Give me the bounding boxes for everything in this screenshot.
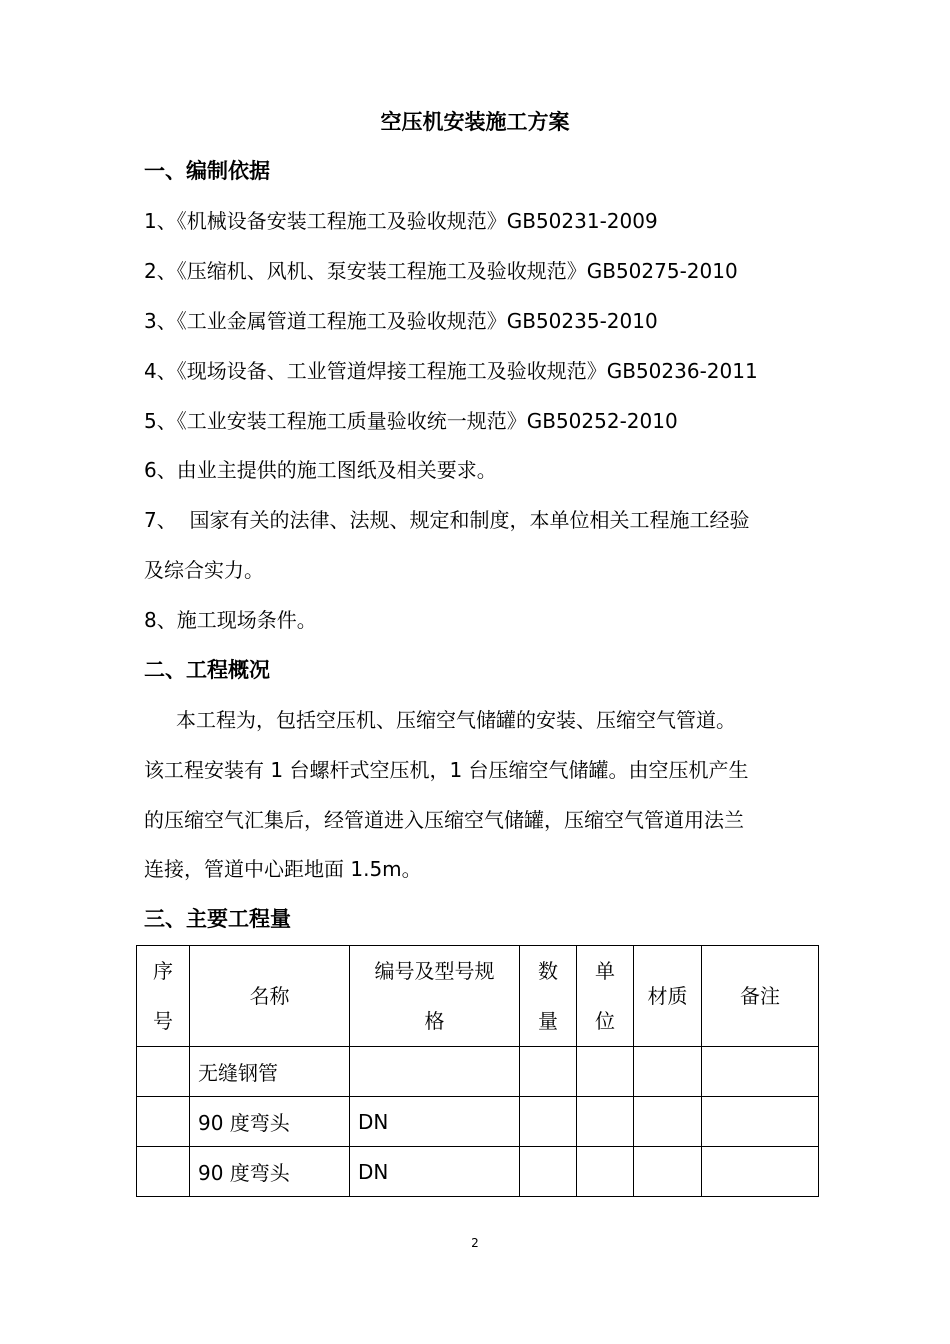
basis-item: 5、《工业安装工程施工质量验收统一规范》GB50252-2010: [144, 409, 678, 433]
table-cell: DN: [350, 1097, 520, 1147]
overview-paragraph-line: 连接，管道中心距地面 1.5m。: [144, 857, 422, 881]
table-cell: 90 度弯头: [190, 1147, 350, 1197]
table-cell: [634, 1147, 702, 1197]
table-cell: [702, 1147, 819, 1197]
overview-paragraph-line: 该工程安装有 1 台螺杆式空压机，1 台压缩空气储罐。由空压机产生: [144, 758, 749, 782]
table-cell: [577, 1097, 634, 1147]
header-cell-name: 名称: [190, 946, 350, 1047]
table-cell: [702, 1097, 819, 1147]
header-cell-quantity: 数 量: [520, 946, 577, 1047]
basis-item: 2、《压缩机、风机、泵安装工程施工及验收规范》GB50275-2010: [144, 259, 738, 283]
table-cell: [350, 1047, 520, 1097]
section-heading-overview: 二、工程概况: [144, 658, 270, 682]
table-cell: [520, 1097, 577, 1147]
page-number: 2: [471, 1236, 479, 1250]
table-cell: [137, 1147, 190, 1197]
table-cell: [702, 1047, 819, 1097]
quantities-table: [136, 945, 819, 1197]
basis-item: 4、《现场设备、工业管道焊接工程施工及验收规范》GB50236-2011: [144, 359, 758, 383]
basis-item: 8、施工现场条件。: [144, 608, 317, 632]
header-cell-unit: 单 位: [577, 946, 634, 1047]
header-cell-material: 材质: [634, 946, 702, 1047]
table-header-row: [137, 946, 819, 1047]
table-cell: [137, 1097, 190, 1147]
table-row: [137, 1047, 819, 1097]
header-cell-spec: 编号及型号规 格: [350, 946, 520, 1047]
table-cell: [577, 1047, 634, 1097]
header-cell-index: 序 号: [137, 946, 190, 1047]
table-cell: [577, 1147, 634, 1197]
document-title: 空压机安装施工方案: [380, 110, 570, 134]
table-cell: [520, 1047, 577, 1097]
basis-item: 3、《工业金属管道工程施工及验收规范》GB50235-2010: [144, 309, 658, 333]
table-cell: [137, 1047, 190, 1097]
header-cell-remarks: 备注: [702, 946, 819, 1047]
table-cell: [634, 1097, 702, 1147]
basis-item-continuation: 及综合实力。: [144, 558, 264, 582]
section-heading-quantities: 三、主要工程量: [144, 907, 291, 931]
basis-item: 1、《机械设备安装工程施工及验收规范》GB50231-2009: [144, 209, 658, 233]
table-cell: DN: [350, 1147, 520, 1197]
section-heading-basis: 一、编制依据: [144, 159, 270, 183]
overview-paragraph-line: 本工程为，包括空压机、压缩空气储罐的安装、压缩空气管道。: [176, 708, 736, 732]
table-cell: 90 度弯头: [190, 1097, 350, 1147]
table-cell: [634, 1047, 702, 1097]
basis-item: 6、由业主提供的施工图纸及相关要求。: [144, 458, 497, 482]
table-cell: [520, 1147, 577, 1197]
overview-paragraph-line: 的压缩空气汇集后，经管道进入压缩空气储罐，压缩空气管道用法兰: [144, 808, 744, 832]
basis-item: 7、 国家有关的法律、法规、规定和制度，本单位相关工程施工经验: [144, 508, 750, 532]
table-row: [137, 1147, 819, 1197]
table-cell: 无缝钢管: [190, 1047, 350, 1097]
table-row: [137, 1097, 819, 1147]
